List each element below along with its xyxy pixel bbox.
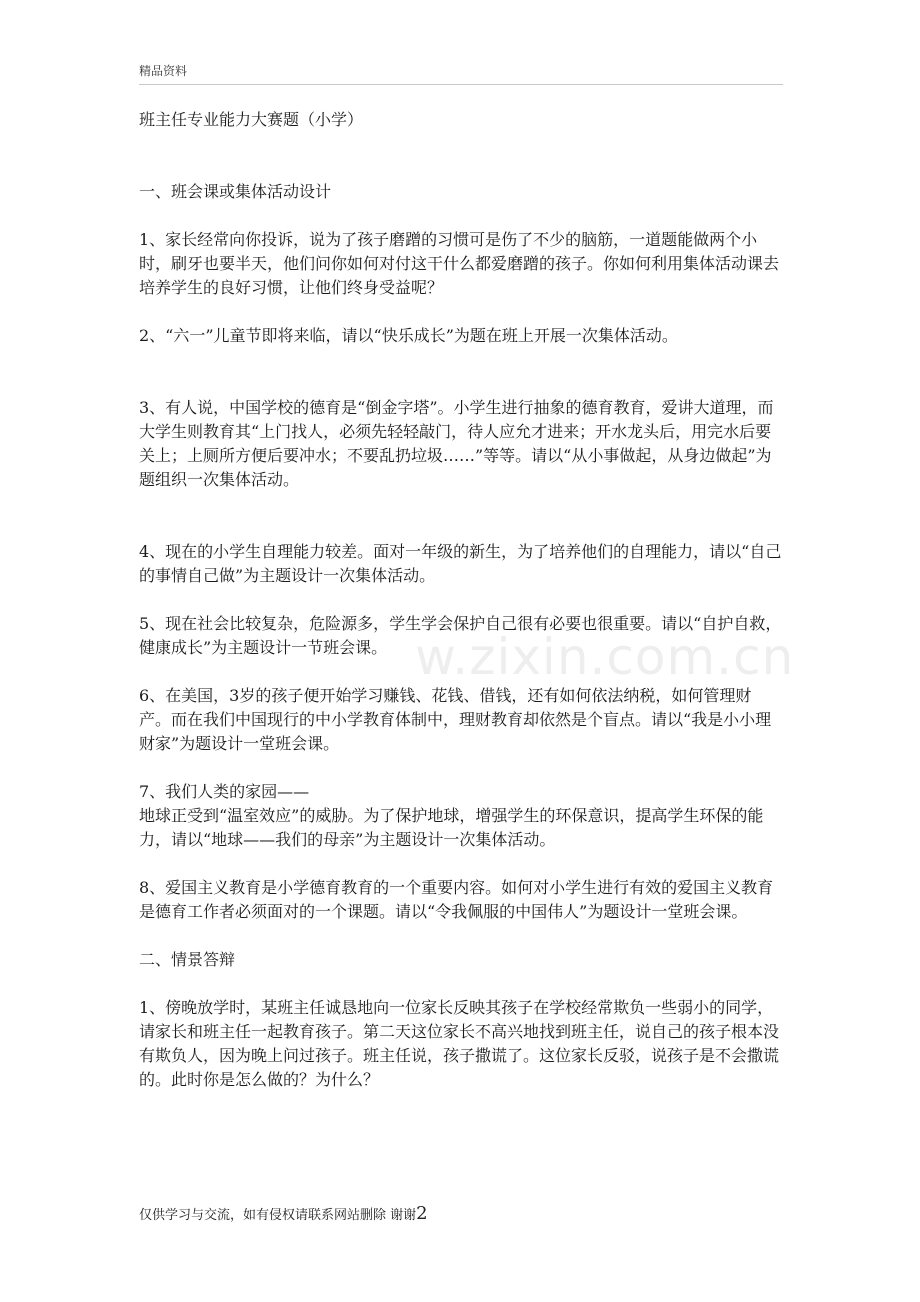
page-number: 2 bbox=[416, 1203, 428, 1224]
question-4: 4、现在的小学生自理能力较差。面对一年级的新生，为了培养他们的自理能力，请以“自己的事情自己做”为主题设计一次集体活动。 bbox=[139, 542, 782, 585]
question-5: 5、现在社会比较复杂，危险源多，学生学会保护自己很有必要也很重要。请以“自护自救，健康成长”为主题设计一节班会课。 bbox=[139, 614, 782, 657]
question-7-line2: 地球正受到“温室效应”的威胁。为了保护地球，增强学生的环保意识，提高学生环保的能力，请以“地球——我们的母亲”为主题设计一次集体活动。 bbox=[139, 806, 764, 849]
page-footer bbox=[139, 1203, 428, 1224]
question-3: 3、有人说，中国学校的德育是“倒金字塔”。小学生进行抽象的德育教育，爱讲大道理，而大学生则教育其“上门找人，必须先轻轻敲门，待人应允才进来；开水龙头后，用完水后要关上；上厕所方便后要冲水；不要乱扔垃圾……”等等。请以“从小事做起，从身边做起”为题组织一次集体活动。 bbox=[139, 398, 774, 489]
document-body bbox=[139, 108, 783, 1092]
question-1: 1、家长经常向你投诉，说为了孩子磨蹭的习惯可是伤了不少的脑筋，一道题能做两个小时，刷牙也要半天，他们问你如何对付这干什么都爱磨蹭的孩子。你如何利用集体活动课去培养学生的良好习惯，让他们终身受益呢？ bbox=[139, 230, 780, 297]
question-2: 2、“六一”儿童节即将来临，请以“快乐成长”为题在班上开展一次集体活动。 bbox=[139, 326, 678, 345]
watermark: w.zixin.com.cn bbox=[415, 628, 795, 686]
question-6: 6、在美国，3岁的孩子便开始学习赚钱、花钱、借钱，还有如何依法纳税，如何管理财产。而在我们中国现行的中小学教育体制中，理财教育却依然是个盲点。请以“我是小小理财家”为题设计一堂班会课。 bbox=[139, 686, 772, 753]
question-7 bbox=[139, 780, 783, 852]
header-label: 精品资料 bbox=[139, 64, 188, 78]
section1-heading: 一、班会课或集体活动设计 bbox=[139, 182, 332, 201]
page-header bbox=[139, 62, 783, 85]
question-7-line1: 7、我们人类的家园—— bbox=[139, 782, 310, 801]
question-8: 8、爱国主义教育是小学德育教育的一个重要内容。如何对小学生进行有效的爱国主义教育是德育工作者必须面对的一个课题。请以“令我佩服的中国伟人”为题设计一堂班会课。 bbox=[139, 878, 774, 921]
footer-text: 仅供学习与交流，如有侵权请联系网站删除 谢谢 bbox=[139, 1208, 417, 1223]
document-title: 班主任专业能力大赛题（小学） bbox=[139, 110, 364, 129]
scenario-1: 1、傍晚放学时，某班主任诚恳地向一位家长反映其孩子在学校经常欺负一些弱小的同学，请家长和班主任一起教育孩子。第二天这位家长不高兴地找到班主任，说自己的孩子根本没有欺负人，因为晚上问过孩子。班主任说，孩子撒谎了。这位家长反驳，说孩子是不会撒谎的。此时你是怎么做的？为什么？ bbox=[139, 998, 780, 1089]
section2-heading: 二、情景答辩 bbox=[139, 950, 236, 969]
